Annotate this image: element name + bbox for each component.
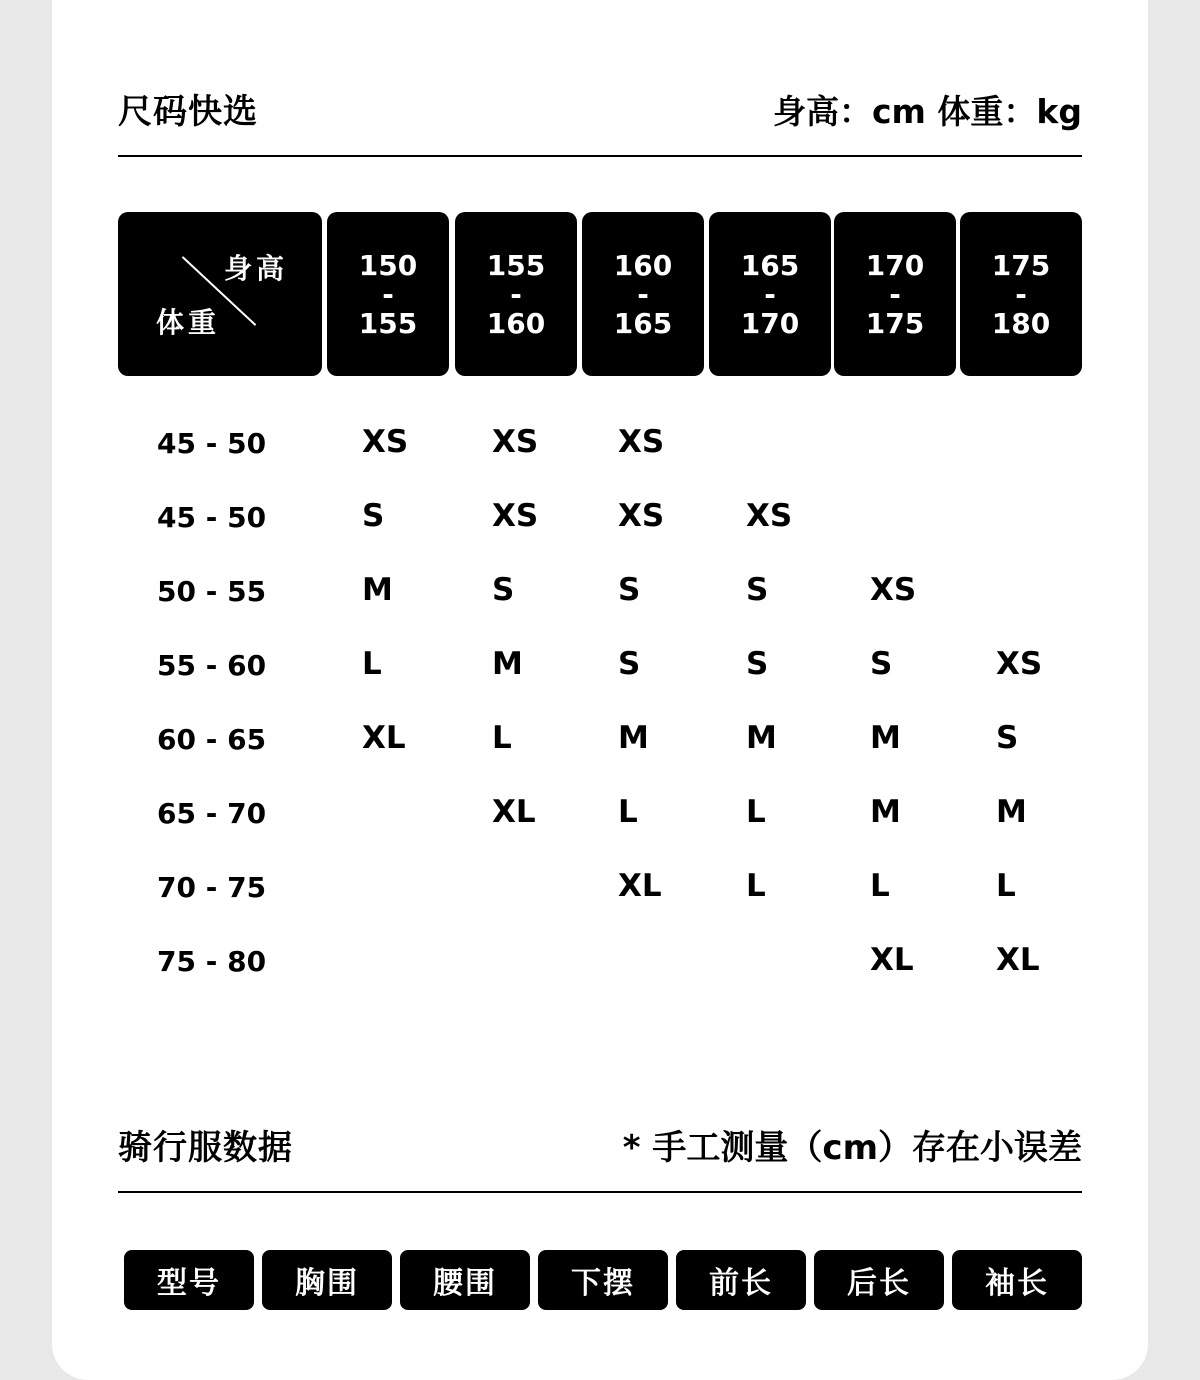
size-cell: S — [870, 646, 893, 682]
height-range-dash: - — [1015, 277, 1027, 311]
size-cell: S — [996, 720, 1019, 756]
size-cell: L — [618, 794, 638, 830]
size-cell: L — [996, 868, 1016, 904]
size-cell: XL — [996, 942, 1040, 978]
height-range-top: 150 — [358, 248, 418, 282]
divider — [118, 1191, 1082, 1193]
size-cell: M — [746, 720, 777, 756]
size-cell: M — [492, 646, 523, 682]
size-cell: M — [362, 572, 393, 608]
size-cell: L — [492, 720, 512, 756]
size-cell: M — [996, 794, 1027, 830]
jersey-column-header: 后长 — [814, 1250, 944, 1310]
measurement-note: * 手工测量（cm）存在小误差 — [622, 1128, 1082, 1168]
jersey-column-header: 型号 — [124, 1250, 254, 1310]
height-range-dash: - — [510, 277, 522, 311]
height-range-top: 170 — [865, 248, 925, 282]
jersey-column-header: 前长 — [676, 1250, 806, 1310]
jersey-column-header: 胸围 — [262, 1250, 392, 1310]
weight-range-label: 50 - 55 — [157, 575, 267, 608]
weight-range-label: 45 - 50 — [157, 501, 267, 534]
height-range-top: 160 — [613, 248, 673, 282]
size-cell: XL — [362, 720, 406, 756]
weight-range-label: 75 - 80 — [157, 945, 267, 978]
size-cell: XS — [746, 498, 793, 534]
height-range-top: 165 — [740, 248, 800, 282]
height-range-header — [455, 212, 577, 376]
size-cell: XS — [362, 424, 409, 460]
height-range-bottom: 175 — [865, 306, 925, 340]
height-range-header — [582, 212, 704, 376]
units-label: 身高：cm 体重：kg — [772, 92, 1082, 131]
size-cell: XL — [492, 794, 536, 830]
size-cell: S — [492, 572, 515, 608]
size-cell: L — [870, 868, 890, 904]
height-range-dash: - — [889, 277, 901, 311]
jersey-column-header: 腰围 — [400, 1250, 530, 1310]
size-guide-card — [52, 0, 1148, 1380]
weight-range-label: 45 - 50 — [157, 427, 267, 460]
size-cell: XS — [618, 424, 665, 460]
jersey-data-title: 骑行服数据 — [118, 1128, 293, 1168]
height-range-top: 155 — [486, 248, 546, 282]
weight-range-label: 60 - 65 — [157, 723, 267, 756]
size-cell: XS — [492, 424, 539, 460]
size-cell: L — [746, 794, 766, 830]
height-range-dash: - — [382, 277, 394, 311]
height-range-header — [834, 212, 956, 376]
height-range-dash: - — [637, 277, 649, 311]
size-cell: XS — [492, 498, 539, 534]
size-cell: S — [618, 572, 641, 608]
size-cell: L — [746, 868, 766, 904]
height-range-header — [709, 212, 831, 376]
weight-range-label: 55 - 60 — [157, 649, 267, 682]
height-range-header — [327, 212, 449, 376]
size-cell: M — [870, 720, 901, 756]
size-cell: XL — [618, 868, 662, 904]
weight-range-label: 65 - 70 — [157, 797, 267, 830]
height-range-header — [960, 212, 1082, 376]
height-range-bottom: 160 — [486, 306, 546, 340]
corner-weight-label: 体重 — [156, 306, 221, 339]
size-cell: S — [618, 646, 641, 682]
size-cell: L — [362, 646, 382, 682]
size-cell: M — [618, 720, 649, 756]
size-quick-select-title: 尺码快选 — [118, 92, 258, 132]
size-cell: S — [362, 498, 385, 534]
jersey-column-header: 袖长 — [952, 1250, 1082, 1310]
size-cell: XL — [870, 942, 914, 978]
height-range-bottom: 180 — [991, 306, 1051, 340]
height-range-top: 175 — [991, 248, 1051, 282]
size-cell: XS — [618, 498, 665, 534]
divider — [118, 155, 1082, 157]
size-cell: M — [870, 794, 901, 830]
corner-height-label: 身高 — [224, 252, 289, 285]
jersey-column-header: 下摆 — [538, 1250, 668, 1310]
height-range-bottom: 155 — [358, 306, 418, 340]
size-cell: XS — [996, 646, 1043, 682]
size-cell: S — [746, 646, 769, 682]
height-range-bottom: 170 — [740, 306, 800, 340]
height-range-dash: - — [764, 277, 776, 311]
size-cell: S — [746, 572, 769, 608]
weight-range-label: 70 - 75 — [157, 871, 267, 904]
height-range-bottom: 165 — [613, 306, 673, 340]
size-cell: XS — [870, 572, 917, 608]
